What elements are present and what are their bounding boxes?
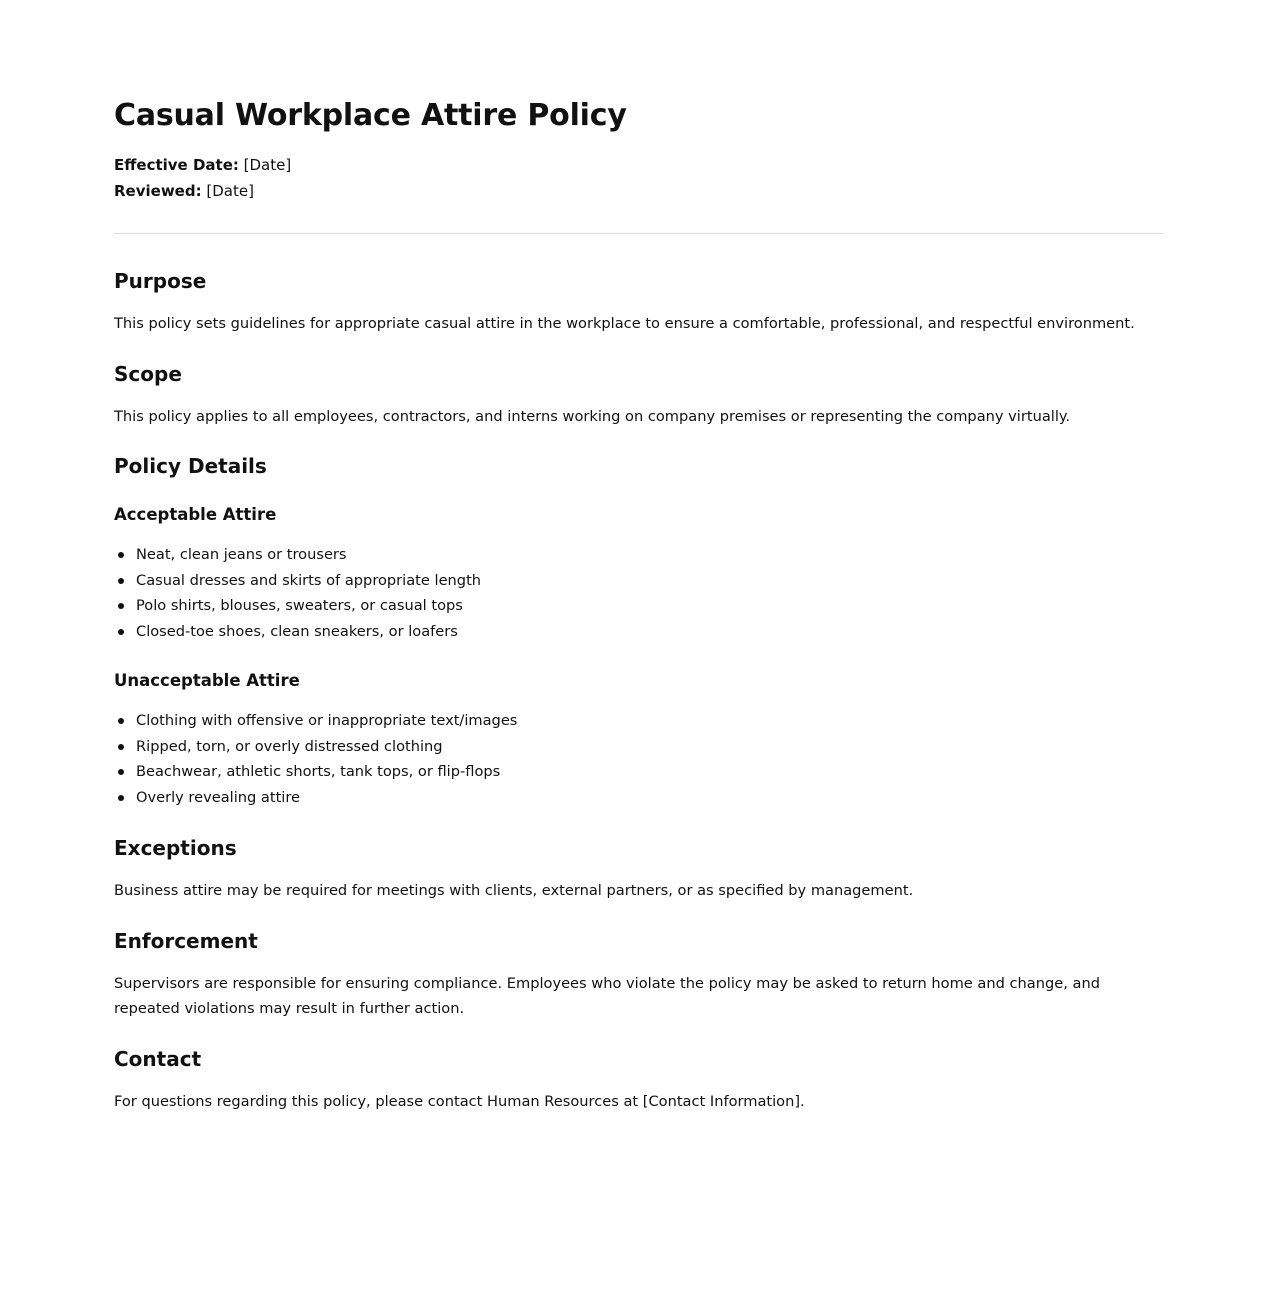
subsection-heading-acceptable: Acceptable Attire [114, 505, 277, 524]
reviewed-label: Reviewed: [114, 182, 202, 200]
section-contact [114, 1045, 1164, 1073]
contact-text: For questions regarding this policy, please contact Human Resources at [Contact Information]. [114, 1093, 805, 1110]
bullet-icon [118, 552, 124, 558]
list-item [114, 542, 1164, 568]
reviewed-value: [Date] [206, 182, 254, 200]
list-item-text: Polo shirts, blouses, sweaters, or casual tops [136, 597, 463, 615]
bullet-icon [118, 578, 124, 584]
acceptable-attire-list-wrap [114, 542, 1164, 645]
bullet-icon [118, 744, 124, 750]
section-heading-exceptions: Exceptions [114, 836, 237, 860]
subsection-heading-unacceptable: Unacceptable Attire [114, 671, 300, 690]
section-exceptions [114, 834, 1164, 862]
subsection-unacceptable-attire [114, 669, 1164, 693]
bullet-icon [118, 718, 124, 724]
list-item [114, 708, 1164, 734]
subsection-acceptable-attire [114, 503, 1164, 527]
list-item-text: Overly revealing attire [136, 789, 301, 807]
section-purpose [114, 267, 1164, 295]
effective-date-value: [Date] [243, 156, 292, 174]
header-divider [114, 233, 1164, 234]
section-policy-details [114, 452, 1164, 480]
exceptions-text: Business attire may be required for meetings with clients, external partners, or as specified by management. [114, 882, 914, 899]
list-item-text: Ripped, torn, or overly distressed clothing [136, 737, 443, 755]
section-exceptions-body [114, 878, 1164, 903]
list-item [114, 734, 1164, 760]
enforcement-text: Supervisors are responsible for ensuring compliance. Employees who violate the policy may be asked to return home and change, and repeated violations may result in further action. [114, 975, 1100, 1017]
scope-text: This policy applies to all employees, contractors, and interns working on company premises or representing the company virtually. [114, 408, 1071, 425]
unacceptable-attire-list-wrap [114, 708, 1164, 811]
list-item-text: Beachwear, athletic shorts, tank tops, or flip-flops [136, 763, 501, 781]
section-heading-contact: Contact [114, 1047, 202, 1071]
list-item-text: Casual dresses and skirts of appropriate length [136, 571, 482, 589]
reviewed-date-row [114, 178, 291, 204]
acceptable-attire-list [114, 542, 1164, 645]
bullet-icon [118, 769, 124, 775]
list-item-text: Clothing with offensive or inappropriate text/images [136, 712, 518, 729]
page-title: Casual Workplace Attire Policy [114, 98, 627, 133]
section-scope-body [114, 404, 1164, 429]
section-heading-policy-details: Policy Details [114, 454, 267, 478]
section-enforcement-body [114, 971, 1164, 1021]
section-contact-body [114, 1089, 1164, 1114]
list-item-text: Closed-toe shoes, clean sneakers, or loafers [136, 623, 458, 641]
bullet-icon [118, 603, 124, 609]
list-item [114, 568, 1164, 594]
unacceptable-attire-list [114, 708, 1164, 811]
effective-date-label: Effective Date: [114, 156, 239, 174]
section-heading-scope: Scope [114, 362, 182, 386]
effective-date-row [114, 152, 291, 178]
list-item-text: Neat, clean jeans or trousers [136, 546, 347, 563]
list-item [114, 785, 1164, 811]
list-item [114, 759, 1164, 785]
section-enforcement [114, 927, 1164, 955]
list-item [114, 593, 1164, 619]
bullet-icon [118, 629, 124, 635]
purpose-text: This policy sets guidelines for appropriate casual attire in the workplace to ensure a comfortable, professional, and respectful environment. [114, 315, 1135, 332]
section-heading-purpose: Purpose [114, 269, 207, 293]
bullet-icon [118, 795, 124, 801]
section-heading-enforcement: Enforcement [114, 929, 258, 953]
document-meta [114, 152, 291, 204]
list-item [114, 619, 1164, 645]
section-scope [114, 360, 1164, 388]
section-purpose-body [114, 311, 1164, 336]
